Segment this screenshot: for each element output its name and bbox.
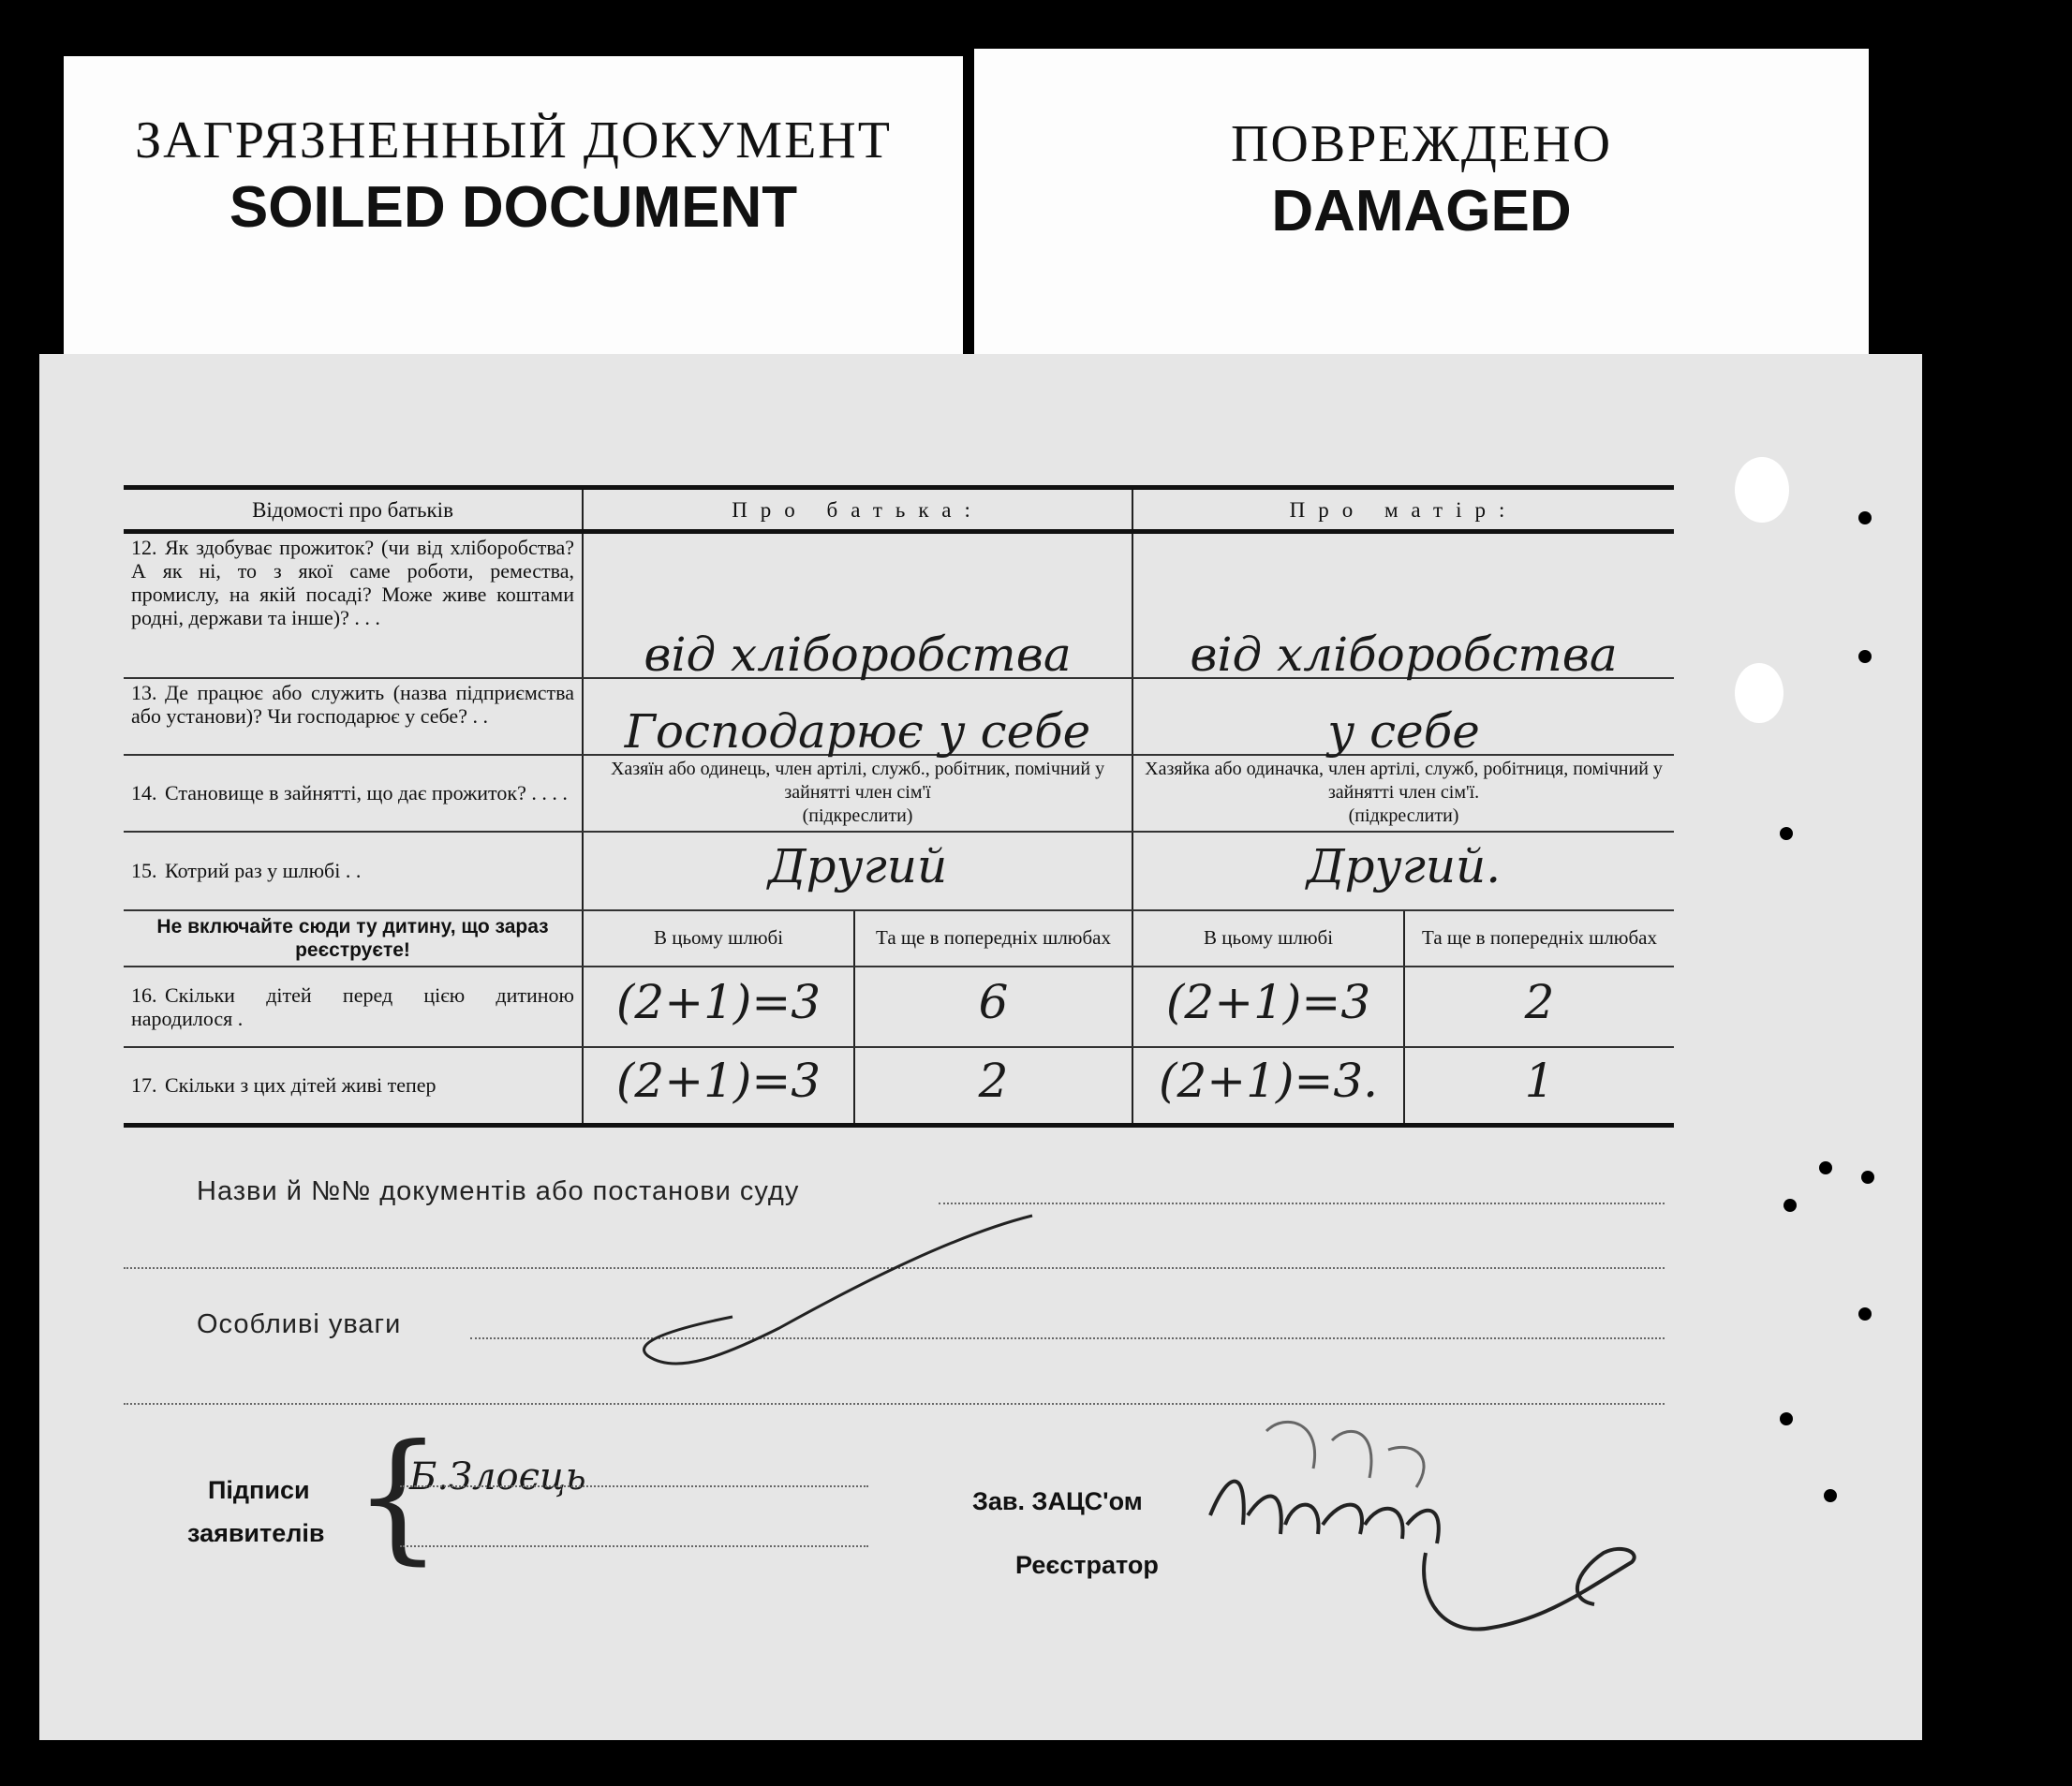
header-parents-info: Відомості про батьків [124, 488, 583, 532]
applicants-label-line1: Підписи [208, 1476, 310, 1504]
margin-dot [1858, 511, 1872, 524]
damaged-label-ru: ПОВРЕЖДЕНО [1230, 115, 1613, 173]
q17-father-this: (2+1)=3 [583, 1047, 854, 1126]
q17-question: 17. Скільки з цих дітей живі тепер [124, 1047, 583, 1126]
applicant-signature: Б.Злоєць [409, 1455, 586, 1498]
children-note: Не включайте сюди ту дитину, що зараз реєструєте! [124, 910, 583, 967]
soiled-label-en: SOILED DOCUMENT [229, 175, 798, 240]
applicant-sig-line-2 [400, 1545, 868, 1547]
documents-label: Назви й №№ документів або постанови суду [197, 1176, 800, 1206]
q17-mother-prev: 1 [1404, 1047, 1674, 1126]
q15-question: 15. Котрий раз у шлюбі . . [124, 832, 583, 910]
q16-mother-prev: 2 [1404, 967, 1674, 1047]
margin-dot [1780, 827, 1793, 840]
strike-through-stroke [620, 1197, 1088, 1384]
q17-mother-this: (2+1)=3. [1132, 1047, 1404, 1126]
margin-dot [1819, 1161, 1832, 1174]
damaged-label-en: DAMAGED [1271, 179, 1572, 244]
q16-question: 16. Скільки дітей перед цією дитиною народилося . [124, 967, 583, 1047]
q16-father-prev: 6 [854, 967, 1132, 1047]
q16-mother-this: (2+1)=3 [1132, 967, 1404, 1047]
margin-dot [1783, 1199, 1797, 1212]
parents-info-table [124, 485, 1674, 1128]
table-row-q17 [124, 1047, 1674, 1126]
mother-previous-header: Та ще в попередніх шлюбах [1404, 910, 1674, 967]
soiled-label-ru: ЗАГРЯЗНЕННЫЙ ДОКУМЕНТ [135, 111, 892, 170]
form-page [39, 354, 1922, 1740]
q17-father-prev: 2 [854, 1047, 1132, 1126]
head-of-registry-label: Зав. ЗАЦС'ом [972, 1487, 1143, 1515]
q12-question: 12. Як здобуває прожиток? (чи від хліборобства? А як ні, то з якої саме роботи, ремества, промислу, на якій посаді? Може живе коштами родні, держави та інше)? . . . [124, 532, 583, 678]
q12-mother-answer: від хліборобства [1132, 532, 1674, 678]
table-row-q16 [124, 967, 1674, 1047]
registrar-label: Реєстратор [1015, 1551, 1159, 1579]
table-row-q15 [124, 832, 1674, 910]
q14-father-options: Хазяїн або одинець, член артілі, служб., робітник, помічний у зайнятті член сім'ї (підкреслити) [583, 755, 1132, 832]
table-row-q14 [124, 755, 1674, 832]
margin-dot [1858, 650, 1872, 663]
brace: { [353, 1415, 443, 1578]
remarks-label: Особливі уваги [197, 1309, 402, 1339]
margin-dot [1824, 1489, 1837, 1502]
father-this-marriage-header: В цьому шлюбі [583, 910, 854, 967]
header-father: Про батька: [583, 488, 1132, 532]
q16-father-this: (2+1)=3 [583, 967, 854, 1047]
punch-hole-top [1735, 457, 1789, 523]
father-previous-header: Та ще в попередніх шлюбах [854, 910, 1132, 967]
q12-father-answer: від хліборобства [583, 532, 1132, 678]
margin-dot [1780, 1412, 1793, 1425]
table-row-q12 [124, 532, 1674, 678]
soiled-document-card [64, 56, 963, 375]
margin-dot [1858, 1307, 1872, 1321]
q15-father-answer: Другий [583, 832, 1132, 910]
punch-hole-bottom [1735, 663, 1783, 723]
q13-question: 13. Де працює або служить (назва підприємства або установи)? Чи господарює у себе? . . [124, 678, 583, 755]
table-header-row [124, 488, 1674, 532]
remarks-dotted-line-2 [124, 1403, 1665, 1405]
table-subheader-row [124, 910, 1674, 967]
registrar-signature-image [1191, 1412, 1660, 1665]
q13-father-answer: Господарює у себе [583, 678, 1132, 755]
table-row-q13 [124, 678, 1674, 755]
header-mother: Про матір: [1132, 488, 1674, 532]
mother-this-marriage-header: В цьому шлюбі [1132, 910, 1404, 967]
q13-mother-answer: у себе [1132, 678, 1674, 755]
q14-question: 14. Становище в зайнятті, що дає прожиток? . . . . [124, 755, 583, 832]
margin-dot [1861, 1171, 1874, 1184]
damaged-document-card [974, 49, 1869, 376]
applicant-sig-line-1 [400, 1485, 868, 1487]
q14-mother-options: Хазяйка або одиначка, член артілі, служб, робітниця, помічний у зайнятті член сім'ї. (підкреслити) [1132, 755, 1674, 832]
q15-mother-answer: Другий. [1132, 832, 1674, 910]
applicants-label-line2: заявителів [187, 1519, 325, 1547]
